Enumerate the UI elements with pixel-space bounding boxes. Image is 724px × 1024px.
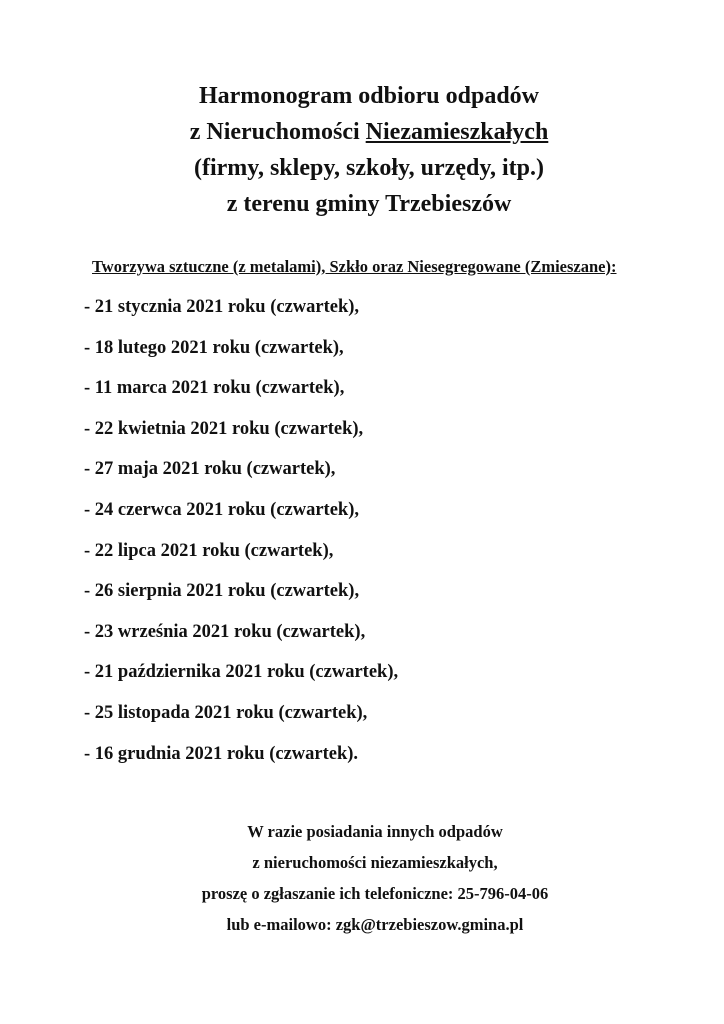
- collection-dates-list: [84, 290, 398, 777]
- document-title: [0, 78, 724, 222]
- title-line-1: Harmonogram odbioru odpadów: [198, 83, 540, 109]
- footer-line-phone: proszę o zgłaszanie ich telefoniczne: 25-796-04-06: [201, 884, 549, 903]
- collection-date-item: - 26 sierpnia 2021 roku (czwartek),: [84, 581, 360, 602]
- contact-footer: [0, 816, 724, 940]
- collection-date-item: - 18 lutego 2021 roku (czwartek),: [84, 337, 344, 358]
- collection-date-item: - 25 listopada 2021 roku (czwartek),: [84, 702, 368, 723]
- title-line-2-underlined: Niezamieszkałych: [365, 119, 549, 145]
- title-line-4: z terenu gminy Trzebieszów: [226, 191, 512, 217]
- collection-date-item: - 16 grudnia 2021 roku (czwartek).: [84, 743, 359, 764]
- title-line-2-prefix: z Nieruchomości: [189, 119, 366, 145]
- collection-date-item: - 21 października 2021 roku (czwartek),: [84, 662, 399, 683]
- collection-date-item: - 21 stycznia 2021 roku (czwartek),: [84, 297, 360, 317]
- title-line-3: (firmy, sklepy, szkoły, urzędy, itp.): [193, 155, 544, 181]
- title-line-2: [14, 114, 724, 150]
- footer-line-1: W razie posiadania innych odpadów: [247, 822, 503, 841]
- footer-line-email: lub e-mailowo: zgk@trzebieszow.gmina.pl: [226, 915, 524, 934]
- collection-date-item: - 11 marca 2021 roku (czwartek),: [84, 378, 345, 399]
- collection-date-item: - 22 lipca 2021 roku (czwartek),: [84, 540, 334, 561]
- collection-date-item: - 24 czerwca 2021 roku (czwartek),: [84, 499, 360, 520]
- collection-date-item: - 27 maja 2021 roku (czwartek),: [84, 459, 336, 480]
- collection-date-item: - 23 września 2021 roku (czwartek),: [84, 621, 366, 642]
- collection-date-item: - 22 kwietnia 2021 roku (czwartek),: [84, 418, 364, 439]
- footer-line-2: z nieruchomości niezamieszkałych,: [252, 853, 498, 872]
- waste-type-subheading: Tworzywa sztuczne (z metalami), Szkło oraz Niesegregowane (Zmieszane):: [92, 257, 617, 276]
